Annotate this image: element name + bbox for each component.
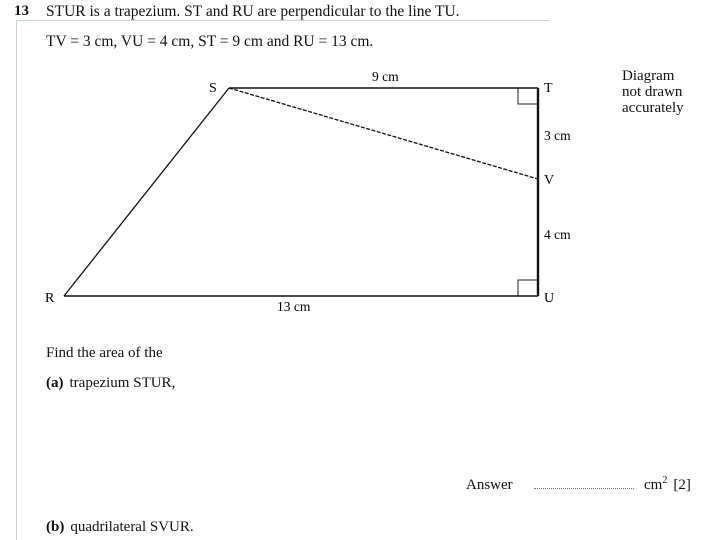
part-a-text: trapezium STUR, xyxy=(69,375,176,391)
vertex-label-r: R xyxy=(45,291,55,306)
question-givens: TV = 3 cm, VU = 4 cm, ST = 9 cm and RU = 13 cm. xyxy=(46,33,374,50)
answer-field[interactable] xyxy=(534,473,634,489)
answer-unit-base: cm xyxy=(644,477,663,493)
part-b-label: (b) xyxy=(46,519,65,535)
part-a xyxy=(46,375,175,392)
vertex-label-u: U xyxy=(544,291,555,306)
question-number: 13 xyxy=(14,3,29,19)
note-line: Diagram xyxy=(622,68,675,84)
length-label-vu: 4 cm xyxy=(544,227,571,242)
answer-row xyxy=(466,473,691,494)
instruction-text: Find the area of the xyxy=(46,345,163,361)
answer-label: Answer xyxy=(466,477,513,493)
note-line: accurately xyxy=(622,100,684,116)
length-label-ru: 13 cm xyxy=(277,299,311,314)
right-angle-t xyxy=(518,88,538,104)
part-b xyxy=(46,519,194,536)
length-label-tv: 3 cm xyxy=(544,128,571,143)
diagram-accuracy-note xyxy=(622,68,712,116)
part-a-label: (a) xyxy=(46,375,64,391)
answer-marks: [2] xyxy=(673,477,691,493)
vertex-label-v: V xyxy=(544,173,555,188)
right-angle-u xyxy=(518,280,538,296)
answer-unit-power: 2 xyxy=(662,475,668,486)
vertex-label-s: S xyxy=(209,81,217,96)
answer-unit xyxy=(644,475,667,494)
part-b-text: quadrilateral SVUR. xyxy=(70,519,194,535)
note-line: not drawn xyxy=(622,84,683,100)
question-statement: STUR is a trapezium. ST and RU are perpendicular to the line TU. xyxy=(46,3,460,20)
side-rs xyxy=(64,88,229,296)
vertex-label-t: T xyxy=(544,81,553,96)
segment-sv xyxy=(229,88,538,179)
length-label-st: 9 cm xyxy=(372,69,399,84)
